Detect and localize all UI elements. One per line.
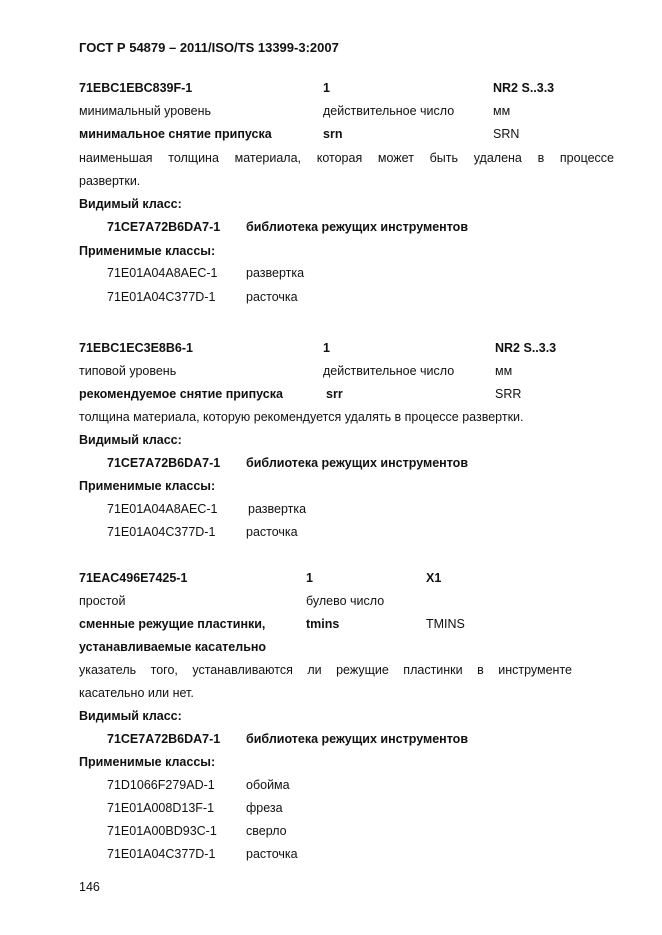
entry-code: SRR <box>495 387 522 401</box>
applicable-class-id: 71D1066F279AD-1 <box>107 778 215 792</box>
applicable-class-name: сверло <box>246 824 287 838</box>
visible-class-name: библиотека режущих инструментов <box>246 456 469 470</box>
entry-datatype: действительное число <box>323 104 455 118</box>
entry-id: 71EBC1EC3E8B6-1 <box>79 341 193 355</box>
entry-definition: наименьшая толщина материала, которая может быть удалена в процессе <box>79 151 614 165</box>
entry-version: 1 <box>323 341 330 355</box>
entry-symbol: srr <box>326 387 343 401</box>
applicable-class-id: 71E01A00BD93C-1 <box>107 824 217 838</box>
entry-unit: мм <box>495 364 513 378</box>
entry-level: простой <box>79 594 126 608</box>
entry-id: 71EBC1EBC839F-1 <box>79 81 193 95</box>
applicable-class-name: расточка <box>246 290 298 304</box>
entry-level: минимальный уровень <box>79 104 212 118</box>
entry-unit: мм <box>493 104 511 118</box>
entry-version: 1 <box>323 81 330 95</box>
applicable-class-id: 71E01A04C377D-1 <box>107 525 216 539</box>
entry-definition: толщина материала, которую рекомендуется удалять в процессе развертки. <box>79 410 524 424</box>
applicable-classes-label: Применимые классы: <box>79 479 216 493</box>
applicable-classes-label: Применимые классы: <box>79 755 216 769</box>
visible-class-label: Видимый класс: <box>79 709 182 723</box>
visible-class-name: библиотека режущих инструментов <box>246 732 469 746</box>
visible-class-id: 71CE7A72B6DA7-1 <box>107 456 221 470</box>
entry-id: 71EAC496E7425-1 <box>79 571 188 585</box>
applicable-class-id: 71E01A04C377D-1 <box>107 290 216 304</box>
applicable-class-id: 71E01A04A8AEC-1 <box>107 502 218 516</box>
entry-name-cont: устанавливаемые касательно <box>79 640 267 654</box>
entry-definition: указатель того, устанавливаются ли режущие пластинки в инструменте <box>79 663 572 677</box>
entry-datatype: действительное число <box>323 364 455 378</box>
page-number: 146 <box>79 880 100 894</box>
applicable-class-id: 71E01A04C377D-1 <box>107 847 216 861</box>
entry-symbol: tmins <box>306 617 340 631</box>
applicable-class-name: расточка <box>246 525 298 539</box>
applicable-classes-label: Применимые классы: <box>79 244 216 258</box>
entry-version: 1 <box>306 571 313 585</box>
visible-class-id: 71CE7A72B6DA7-1 <box>107 732 221 746</box>
entry-level: типовой уровень <box>79 364 177 378</box>
visible-class-label: Видимый класс: <box>79 197 182 211</box>
applicable-class-name: фреза <box>246 801 283 815</box>
applicable-class-name: расточка <box>246 847 298 861</box>
applicable-class-id: 71E01A008D13F-1 <box>107 801 215 815</box>
entry-symbol: srn <box>323 127 343 141</box>
page-header: ГОСТ Р 54879 – 2011/ISO/TS 13399-3:2007 <box>79 40 339 55</box>
entry-definition-cont: касательно или нет. <box>79 686 194 700</box>
visible-class-id: 71CE7A72B6DA7-1 <box>107 220 221 234</box>
applicable-class-name: развертка <box>246 266 305 280</box>
applicable-class-id: 71E01A04A8AEC-1 <box>107 266 218 280</box>
entry-ref: X1 <box>426 571 442 585</box>
entry-ref: NR2 S..3.3 <box>495 341 557 355</box>
entry-definition-cont: развертки. <box>79 174 141 188</box>
entry-ref: NR2 S..3.3 <box>493 81 555 95</box>
applicable-class-name: обойма <box>246 778 290 792</box>
applicable-class-name: развертка <box>248 502 307 516</box>
visible-class-name: библиотека режущих инструментов <box>246 220 469 234</box>
entry-name: рекомендуемое снятие припуска <box>79 387 283 401</box>
entry-name: минимальное снятие припуска <box>79 127 272 141</box>
entry-datatype: булево число <box>306 594 385 608</box>
entry-name: сменные режущие пластинки, <box>79 617 266 631</box>
entry-code: TMINS <box>426 617 465 631</box>
entry-code: SRN <box>493 127 520 141</box>
visible-class-label: Видимый класс: <box>79 433 182 447</box>
